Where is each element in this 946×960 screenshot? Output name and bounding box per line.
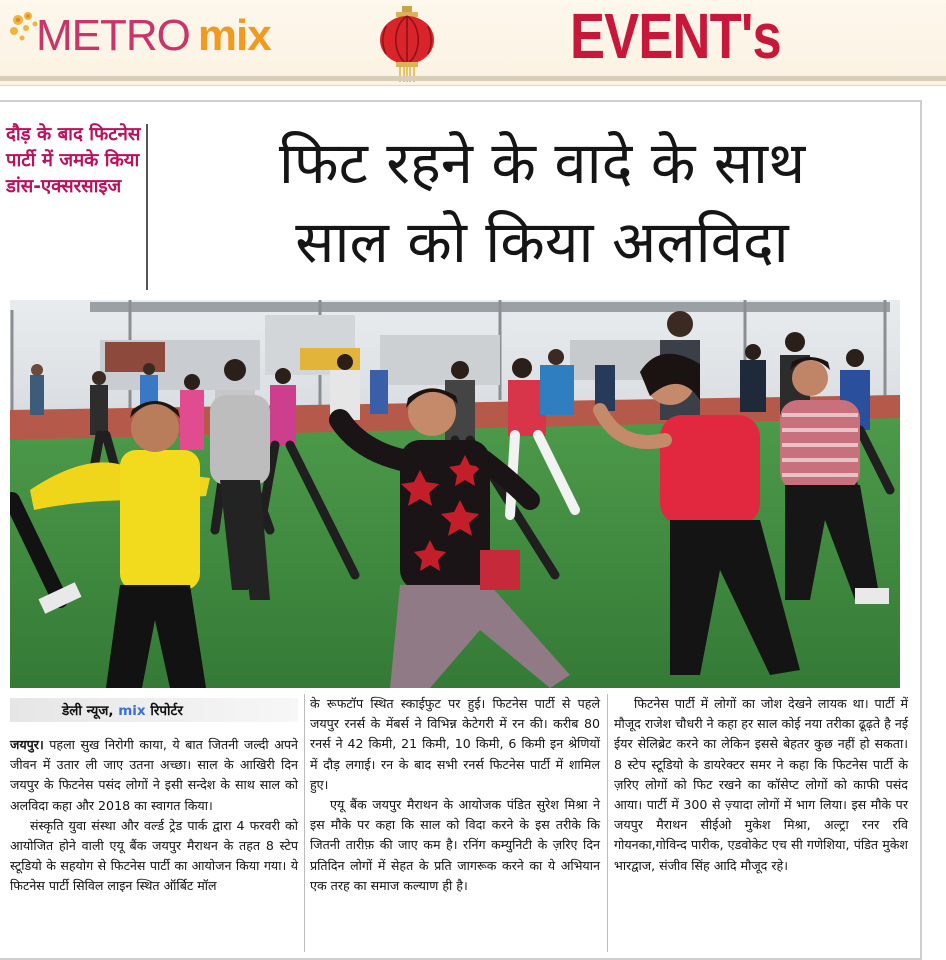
column-divider-1 — [304, 694, 305, 952]
article-column-2 — [310, 694, 600, 896]
masthead — [0, 0, 946, 86]
column-divider-2 — [607, 694, 608, 952]
brand-logo — [36, 11, 271, 60]
byline-mix: mix — [118, 703, 146, 719]
masthead-divider — [0, 76, 946, 81]
column-1-paragraph-2: संस्कृति युवा संस्था और वर्ल्ड ट्रेड पार्क द्वारा 4 फरवरी को आयोजित होने वाली एयू बैंक जयपुर मैराथन के तहत 8 स्टेप स्टूडियो के सहयोग से फिटनेस पार्टी का आयोजन किया गया। ये फिटनेस पार्टी सिविल लाइन स्थित ऑर्बिट मॉल — [10, 817, 298, 894]
article-headline — [172, 124, 912, 282]
article-column-1 — [10, 735, 298, 897]
brand-mix: mix — [197, 11, 271, 60]
byline-prefix: डेली न्यूज, — [62, 703, 114, 719]
column-2-paragraph-2: एयू बैंक जयपुर मैराथन के आयोजक पंडित सुरेश मिश्रा ने इस मौके पर कहा कि साल को विदा करने के इस तरीके कि जितनी तारीफ़ की जाए कम है। रनिंग कम्युनिटी के ज़रिए दिन प्रतिदिन लोगों में सेहत के प्रति जागरूक करने का ये अभियान एक तरह का समाज कल्याण ही है। — [310, 797, 600, 893]
article-deck: दौड़ के बाद फिटनेस पार्टी में जमके किया डांस-एक्सरसाइज — [6, 124, 141, 197]
byline — [10, 698, 298, 722]
column-1-paragraph-1-text: पहला सुख निरोगी काया, ये बात जितनी जल्दी अपने जीवन में उतार ली जाए उतना अच्छा। साल के आखिरी दिन जयपुर के फिटनेस पसंद लोगों ने इसी सन्देश के साथ साल को अलविदा कहा और 2018 का स्वागत किया। — [10, 737, 298, 813]
headline-line-1: फिट रहने के वादे के साथ — [278, 129, 806, 197]
deck-divider — [146, 124, 148, 290]
article-photo — [10, 300, 900, 688]
lantern-icon — [378, 6, 436, 82]
brand-metro: METRO — [36, 11, 190, 60]
column-2-paragraph-1: के रूफटॉप स्थित स्काईफुट पर हुई। फिटनेस पार्टी से पहले जयपुर रनर्स के मेंबर्स ने विभिन्न केटेगरी में रन की। करीब 80 रनर्स ने 42 किमी, 21 किमी, 10 किमी, 6 किमी इन श्रेणियों में दौड़ लगाई। रन के बाद सभी रनर्स फिटनेस पार्टी में शामिल हुए। — [310, 696, 600, 792]
dateline: जयपुर। — [10, 737, 44, 752]
byline-suffix: रिपोर्टर — [150, 703, 183, 719]
column-1-paragraph-1 — [10, 735, 298, 816]
headline-line-2: साल को किया अलविदा — [295, 207, 789, 276]
column-3-paragraph-1: फिटनेस पार्टी में लोगों का जोश देखने लायक था। पार्टी में मौजूद राजेश चौधरी ने कहा हर साल कोई नया तरीका ढूढ़ते है नई ईयर सेलिब्रेट करने का लेकिन इससे बेहतर कुछ नहीं हो सकता। 8 स्टेप स्टूडियो के डायरेक्टर समर ने कहा कि फिटनेस पार्टी के ज़रिए लोगों को फिट रखने का कॉसेप्ट लोगों को काफी पसंद आया। पार्टी में 300 से ज़्यादा लोगों में भाग लिया। इस मौके पर जयपुर मैराथन सीईओ मुकेश मिश्रा, अल्ट्रा रनर रवि गोयनका,गोविन्द पारीक, एडवोकेट एच सी गणेशिया, पंडित मुकेश भारद्वाज, संजीव सिंह आदि मौजूद रहे। — [614, 696, 908, 873]
section-title: EVENT's — [570, 0, 781, 72]
article-column-3 — [614, 694, 908, 876]
